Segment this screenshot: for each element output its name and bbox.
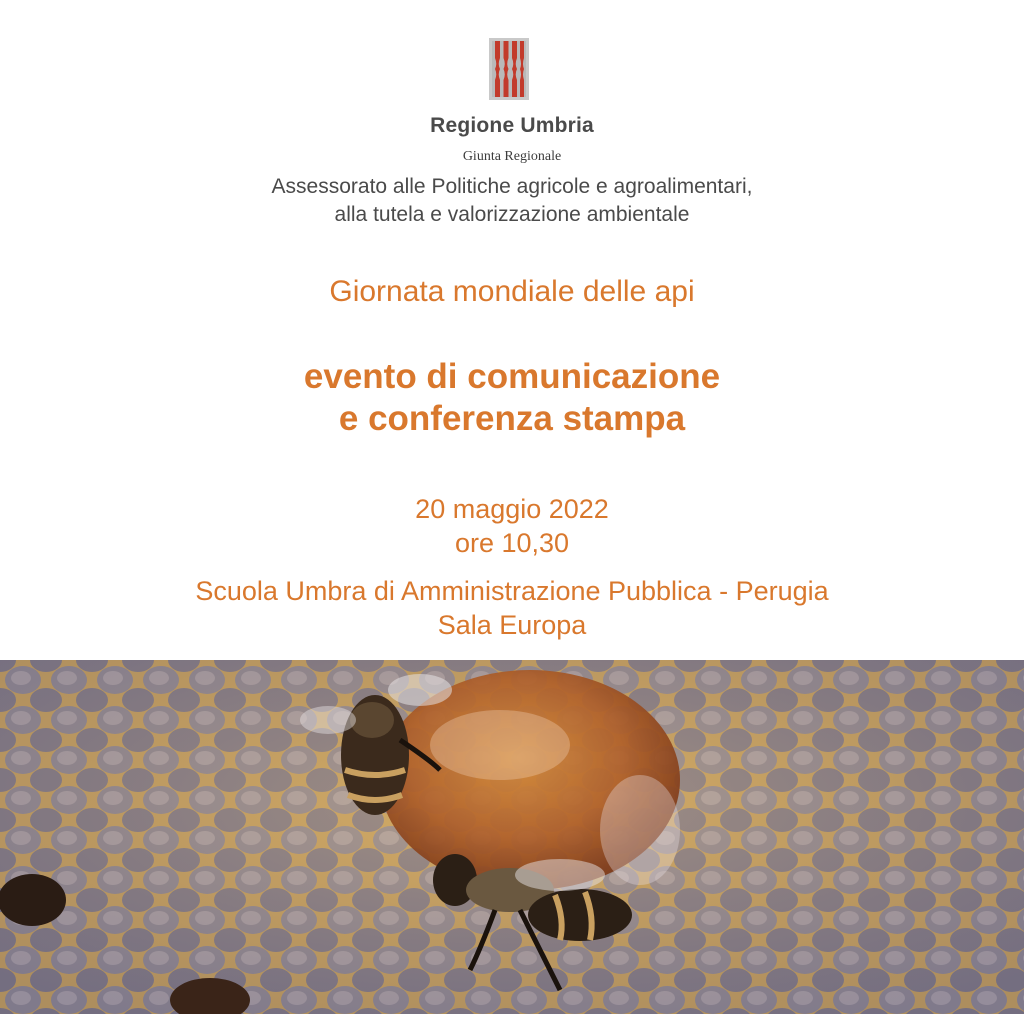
venue-room: Sala Europa: [437, 610, 587, 640]
event-name: Giornata mondiale delle api: [329, 275, 695, 308]
headline: [0, 356, 1024, 440]
headline-line-2: e conferenza stampa: [338, 399, 686, 438]
honeycomb-bee-photo: [0, 660, 1024, 1014]
department: [0, 173, 1024, 229]
event-time: ore 10,30: [454, 528, 570, 558]
department-line-1: Assessorato alle Politiche agricole e agroalimentari,: [271, 175, 753, 198]
event-date: 20 maggio 2022: [415, 494, 609, 524]
venue-name: Scuola Umbra di Amministrazione Pubblica - Perugia: [195, 576, 829, 606]
event-datetime: [0, 492, 1024, 560]
event-venue: [0, 574, 1024, 642]
org-name: Regione Umbria: [430, 114, 594, 137]
headline-line-1: evento di comunicazione: [303, 357, 721, 396]
department-line-2: alla tutela e valorizzazione ambientale: [334, 203, 690, 226]
regione-umbria-logo-icon: [489, 38, 529, 100]
org-subtitle: Giunta Regionale: [462, 149, 562, 164]
